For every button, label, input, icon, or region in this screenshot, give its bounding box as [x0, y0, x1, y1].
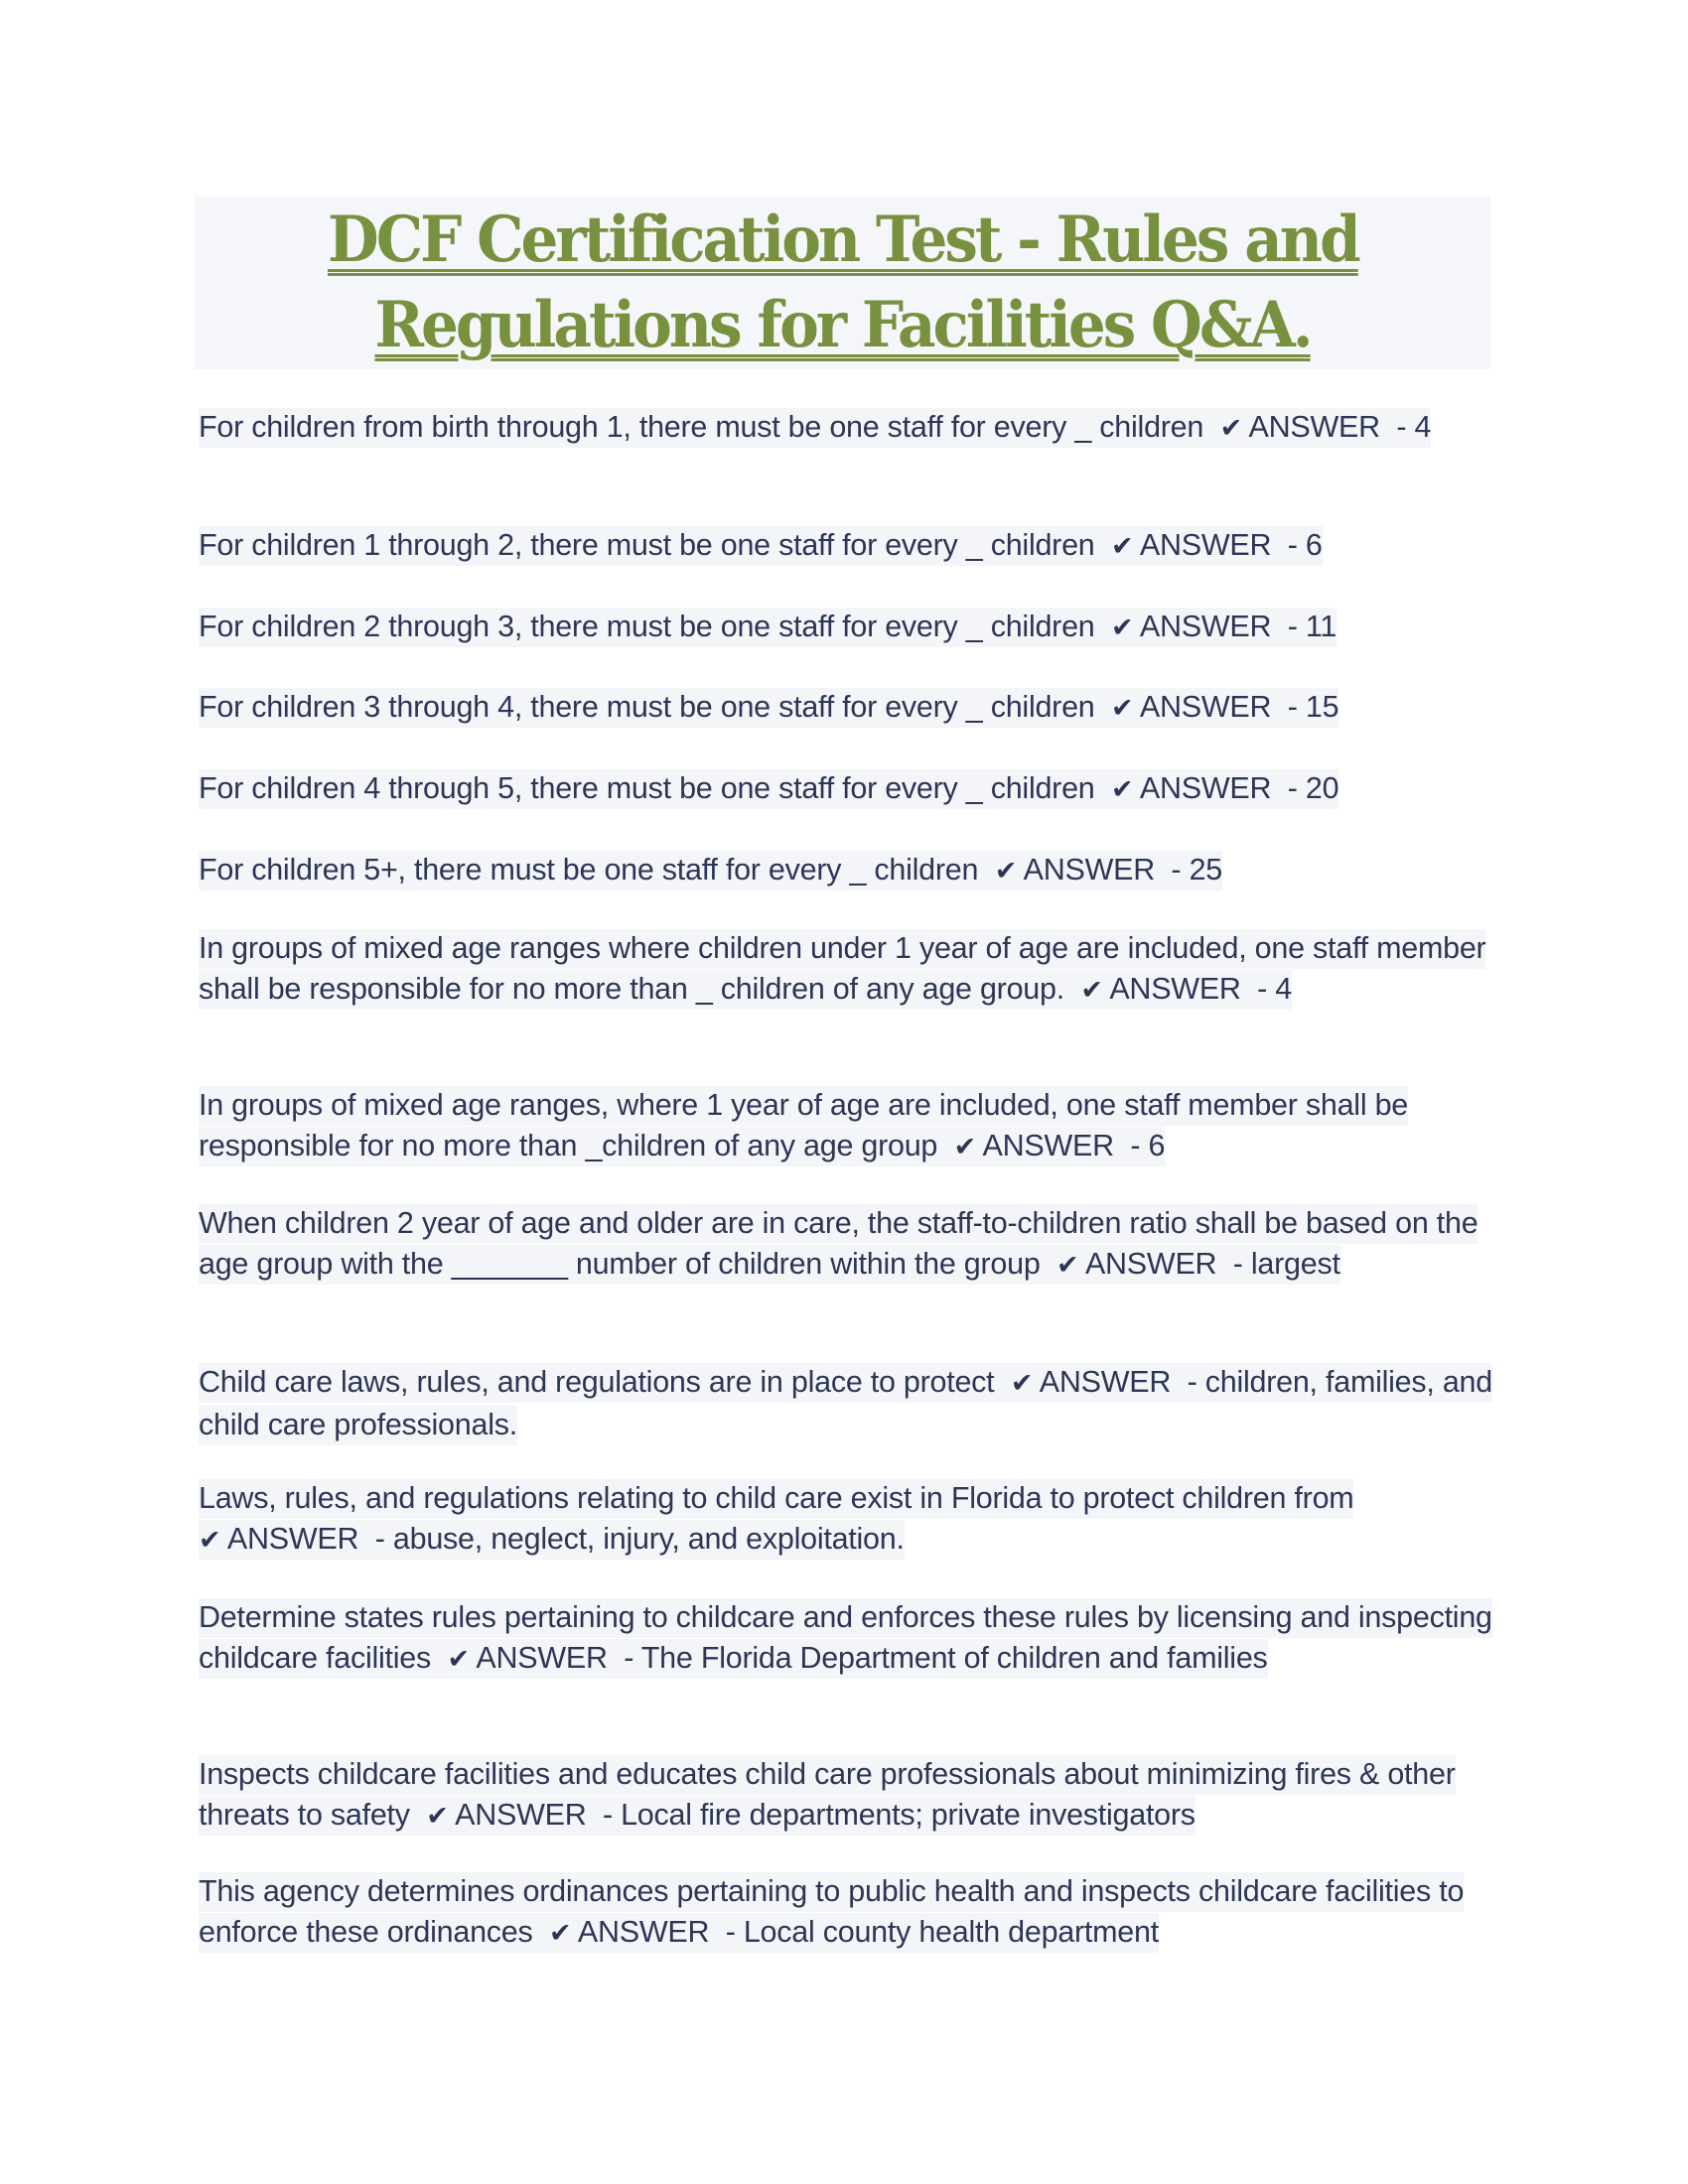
- check-icon: ✔: [1110, 613, 1134, 643]
- check-icon: ✔: [953, 1131, 976, 1162]
- answer-label: ANSWER: [1139, 771, 1272, 805]
- answer-label: ANSWER: [1139, 690, 1272, 724]
- check-icon: ✔: [1010, 1368, 1034, 1399]
- qa-item-12: Determine states rules pertaining to childcare and enforces these rules by licensing and inspecting childcare facilities ✔ ANSWER - The Florida Department of children and families: [199, 1597, 1499, 1680]
- qa-item-1: For children from birth through 1, there must be one staff for every _ children ✔ ANSWER - 4: [199, 407, 1499, 450]
- qa-item-7: In groups of mixed age ranges where children under 1 year of age are included, one staff member shall be responsible for no more than _ children of any age group. ✔ ANSWER - 4: [199, 928, 1499, 1011]
- answer-label: ANSWER: [1139, 610, 1272, 643]
- qa-item-6: For children 5+, there must be one staff for every _ children ✔ ANSWER - 25: [199, 850, 1499, 892]
- qa-item-8: In groups of mixed age ranges, where 1 year of age are included, one staff member shall be responsible for no more than _children of any age group ✔ ANSWER - 6: [199, 1085, 1499, 1167]
- qa-item-14: This agency determines ordinances pertaining to public health and inspects childcare facilities to enforce these ordinances ✔ ANSWER - Local county health department: [199, 1871, 1499, 1954]
- answer-label: ANSWER: [455, 1797, 587, 1832]
- check-icon: ✔: [1080, 974, 1103, 1006]
- answer-label: ANSWER: [1039, 1365, 1172, 1399]
- qa-item-13: Inspects childcare facilities and educates child care professionals about minimizing fires & other threats to safety ✔ ANSWER - Local fire departments; private investigators: [199, 1754, 1499, 1837]
- qa-item-5: For children 4 through 5, there must be one staff for every _ children ✔ ANSWER - 20: [199, 768, 1499, 811]
- answer-text: 15: [1305, 690, 1339, 724]
- question-text: In groups of mixed age ranges where children under 1 year of age are included, one staff member shall be responsible for no more than _ children of any age group.: [199, 931, 1486, 1006]
- check-icon: ✔: [1056, 1249, 1079, 1281]
- check-icon: ✔: [994, 856, 1018, 887]
- qa-item-9: When children 2 year of age and older are in care, the staff-to-children ratio shall be based on the age group with the _______ number of children within the group ✔ ANSWER - largest: [199, 1203, 1499, 1286]
- answer-text: 20: [1305, 771, 1339, 805]
- answer-text: children, families, and child care professionals.: [199, 1365, 1492, 1441]
- answer-label: ANSWER: [476, 1640, 608, 1675]
- answer-label: ANSWER: [982, 1128, 1114, 1162]
- document-title-banner: [195, 197, 1490, 369]
- qa-item-10: Child care laws, rules, and regulations are in place to protect ✔ ANSWER - children, families, and child care professionals.: [199, 1362, 1499, 1444]
- check-icon: ✔: [447, 1643, 470, 1675]
- answer-text: 25: [1189, 853, 1223, 887]
- qa-item-2: For children 1 through 2, there must be one staff for every _ children ✔ ANSWER - 6: [199, 525, 1499, 568]
- answer-label: ANSWER: [577, 1914, 710, 1949]
- answer-text: 4: [1414, 410, 1432, 444]
- answer-text: Local county health department: [743, 1914, 1159, 1949]
- check-icon: ✔: [1110, 774, 1134, 805]
- question-text: For children from birth through 1, there must be one staff for every _ children: [199, 410, 1204, 444]
- question-text: This agency determines ordinances pertaining to public health and inspects childcare facilities to enforce these ordinances: [199, 1874, 1465, 1949]
- answer-text: abuse, neglect, injury, and exploitation.: [392, 1521, 905, 1556]
- check-icon: ✔: [548, 1917, 572, 1949]
- document-title-line-2: Regulations for Facilities Q&A.: [374, 288, 1311, 362]
- answer-text: The Florida Department of children and families: [640, 1640, 1268, 1675]
- answer-text: 6: [1148, 1128, 1166, 1162]
- question-text: For children 2 through 3, there must be one staff for every _ children: [199, 610, 1095, 643]
- answer-text: 11: [1305, 610, 1337, 643]
- answer-text: 6: [1305, 528, 1323, 562]
- question-text: Determine states rules pertaining to childcare and enforces these rules by licensing and inspecting childcare facilities: [199, 1600, 1492, 1675]
- answer-label: ANSWER: [226, 1521, 359, 1556]
- question-text: For children 3 through 4, there must be one staff for every _ children: [199, 690, 1095, 724]
- check-icon: ✔: [1219, 413, 1242, 444]
- qa-item-3: For children 2 through 3, there must be one staff for every _ children ✔ ANSWER - 11: [199, 607, 1499, 649]
- answer-text: Local fire departments; private investigators: [621, 1797, 1196, 1832]
- answer-label: ANSWER: [1084, 1246, 1217, 1281]
- answer-text: largest: [1250, 1246, 1340, 1281]
- check-icon: ✔: [1110, 693, 1134, 724]
- check-icon: ✔: [1110, 531, 1134, 562]
- question-text: For children 4 through 5, there must be one staff for every _ children: [199, 771, 1095, 805]
- question-text: Laws, rules, and regulations relating to child care exist in Florida to protect children from: [199, 1481, 1354, 1515]
- question-text: For children 5+, there must be one staff for every _ children: [199, 853, 979, 887]
- question-text: When children 2 year of age and older are in care, the staff-to-children ratio shall be based on the age group with the _______ number of children within the group: [199, 1206, 1478, 1281]
- qa-item-11: Laws, rules, and regulations relating to child care exist in Florida to protect children from ✔ ANSWER - abuse, neglect, injury, and exploitation.: [199, 1478, 1499, 1561]
- check-icon: ✔: [426, 1800, 449, 1832]
- answer-label: ANSWER: [1139, 528, 1272, 562]
- qa-item-4: For children 3 through 4, there must be one staff for every _ children ✔ ANSWER - 15: [199, 687, 1499, 730]
- document-title-line-1: DCF Certification Test - Rules and: [327, 203, 1358, 277]
- check-icon: ✔: [199, 1524, 221, 1556]
- answer-label: ANSWER: [1023, 853, 1155, 887]
- question-text: Inspects childcare facilities and educates child care professionals about minimizing fires & other threats to safety: [199, 1757, 1456, 1832]
- question-text: For children 1 through 2, there must be one staff for every _ children: [199, 528, 1095, 562]
- answer-label: ANSWER: [1109, 971, 1241, 1006]
- answer-text: 4: [1275, 971, 1293, 1006]
- answer-label: ANSWER: [1248, 410, 1380, 444]
- question-text: Child care laws, rules, and regulations are in place to protect: [199, 1365, 995, 1399]
- question-text: In groups of mixed age ranges, where 1 year of age are included, one staff member shall be responsible for no more than _children of any age group: [199, 1088, 1409, 1162]
